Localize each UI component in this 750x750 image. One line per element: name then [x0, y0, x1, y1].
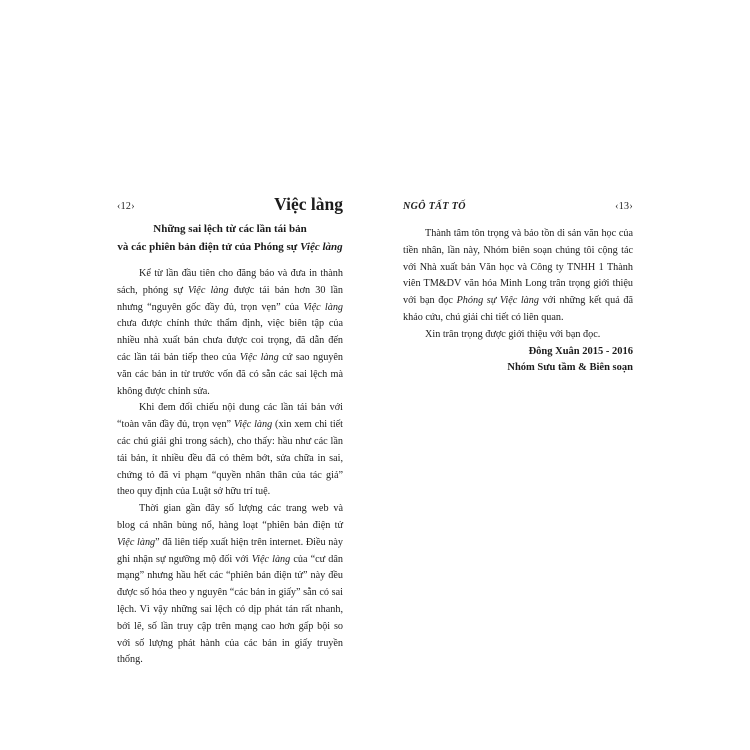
paragraph-1-text-d: cứ sao nguyên văn các bản in từ trước vốn đã có sẵn các sai lệch mà không được chỉnh sửa.	[117, 351, 344, 397]
running-author: NGÔ TẤT TỐ	[403, 201, 466, 212]
section-heading-line-1: Những sai lệch từ các lần tái bản	[153, 223, 307, 235]
section-heading	[117, 220, 343, 256]
paragraph-1-italic-c: Việc làng	[239, 351, 279, 363]
paragraph-3-italic-a: Việc làng	[117, 536, 156, 548]
paragraph-2-text-a: Khi đem đối chiếu nội dung các lần tái bản với “toàn văn đầy đủ, trọn vẹn”	[117, 402, 343, 431]
paragraph-2	[117, 400, 343, 501]
signature-date: Đông Xuân 2015 - 2016	[528, 345, 633, 357]
section-heading-line-2-italic: Việc làng	[300, 241, 343, 253]
paragraph-1-italic-b: Việc làng	[303, 301, 344, 313]
paragraph-1-italic-a: Việc làng	[188, 284, 229, 296]
section-heading-line-2-text: và các phiên bản điện tử của Phóng sự	[117, 241, 301, 253]
paragraph-1-text-b: được tái bản hơn 30 lần nhưng “nguyên gốc đầy đủ, trọn vẹn” của	[117, 284, 344, 313]
right-page-header	[403, 194, 633, 218]
paragraph-3-text-b: ” đã liên tiếp xuất hiện trên internet. Điều này ghi nhận sự ngưỡng mộ đối với	[117, 536, 344, 565]
section-heading-line-2	[117, 238, 343, 256]
paragraph-3-italic-b: Việc làng	[251, 553, 291, 565]
running-title: Việc làng	[274, 194, 343, 214]
paragraph-2-text-b: (xin xem chi tiết các chú giải ghi trong sách), cho thấy: hầu như các lần tái bản, ít nhiều đều đã có thêm bớt, sửa chữa in sai, chứng tỏ đã vi phạm “quyền nhân thân của tác giả” theo quy định của Luật sở hữu trí tuệ.	[117, 419, 343, 498]
right-page-number: ‹13›	[615, 201, 633, 212]
left-page-number: ‹12›	[117, 201, 135, 212]
left-page-header	[117, 194, 343, 218]
right-page	[375, 0, 750, 750]
signature-group: Nhóm Sưu tầm & Biên soạn	[507, 362, 633, 374]
right-page-body	[403, 226, 633, 377]
paragraph-3-text-a: Thời gian gần đây số lượng các trang web và blog cá nhân bùng nổ, hàng loạt “phiên bản điện tử	[117, 503, 343, 531]
closing-paragraph: Xin trân trọng được giới thiệu với bạn đọc.	[425, 328, 601, 340]
intro-paragraph-italic: Phóng sự Việc làng	[456, 295, 539, 307]
intro-paragraph-text-b: với những kết quả đã khảo cứu, chú giải chi tiết có liên quan.	[403, 295, 633, 323]
intro-paragraph	[403, 226, 633, 327]
intro-paragraph-text-a: Thành tâm tôn trọng và bảo tồn di sản văn học của tiền nhân, lần này, Nhóm biên soạn chúng tôi cộng tác với Nhà xuất bản Văn học và Công ty TNHH 1 Thành viên TM&DV văn hóa Minh Long trân trọng giới thiệu với bạn đọc	[403, 228, 633, 307]
paragraph-1-text-a: Kể từ lần đầu tiên cho đăng báo và đưa in thành sách, phóng sự	[117, 268, 343, 296]
paragraph-1-text-c: chưa được chính thức thẩm định, việc biên tập của nhiều nhà xuất bản chưa được coi trọng, đã dẫn đến các lần tái bản tiếp theo của	[117, 318, 343, 363]
paragraph-2-italic-a: Việc làng	[233, 419, 273, 431]
left-page-body	[117, 266, 343, 669]
paragraph-3	[117, 501, 343, 669]
paragraph-1	[117, 266, 343, 400]
paragraph-3-text-c: của “cư dân mạng” nhưng hầu hết các “phiên bản điện tử” này đều được số hóa theo y nguyên “các bản in giấy” sẵn có sai lệch. Vì vậy những sai lệch có dịp phát tán rất nhanh, bởi lẽ, số lần truy cập trên mạng cao hơn gấp bội so với số lượng phát hành của các bản in giấy truyền thống.	[117, 553, 343, 666]
